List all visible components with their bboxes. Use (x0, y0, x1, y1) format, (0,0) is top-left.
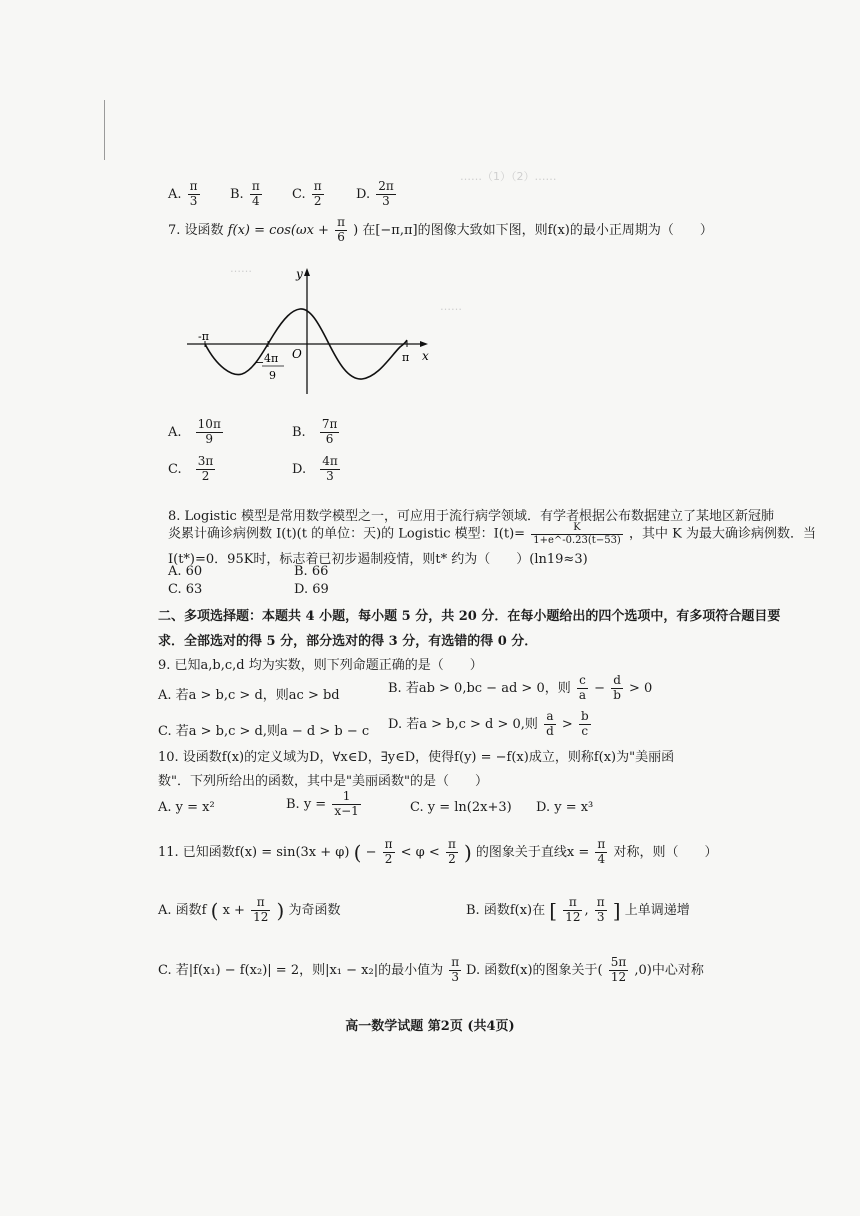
q11-option-c: C. 若|f(x₁) − f(x₂)| = 2，则|x₁ − x₂|的最小值为 $\frac{\pi}{3}$ (158, 955, 460, 984)
q7-option-a: A. $\frac{10\pi}{9}$ (168, 417, 221, 446)
q9-option-c: C. 若a > b,c > d,则a − d > b − c (158, 724, 370, 739)
q8-line-2: 炎累计确诊病例数 I(t)(t 的单位：天)的 Logistic 模型：I(t)= $\frac{K}{1+e\^{}-0.23(t-53)}$ ，其中 K 为最大确诊病例数．当 (168, 522, 816, 546)
tick-label-pi: π (402, 351, 410, 364)
q6-option-c: C. $\frac{\pi}{2}$ (292, 179, 322, 208)
q6-option-b: B. $\frac{\pi}{4}$ (230, 179, 260, 208)
x-axis-arrow (420, 341, 428, 347)
tick-mark-num: 4π (264, 352, 279, 365)
section-2-heading-line-1: 二、多项选择题：本题共 4 小题，每小题 5 分，共 20 分．在每小题给出的四个选项中，有多项符合题目要 (158, 609, 781, 624)
q9-stem: 9. 已知a,b,c,d 均为实数，则下列命题正确的是（ ） (158, 658, 483, 673)
q11-option-a: A. 函数f ( x + $\frac{\pi}{12}$ ) 为奇函数 (158, 895, 341, 924)
tick-mark-sign: − (255, 356, 265, 369)
q8-line-3: I(t*)=0．95K时，标志着已初步遏制疫情，则t* 约为（ ）(ln19≈3) (168, 552, 588, 567)
q7-option-b: B. $\frac{7\pi}{6}$ (292, 417, 338, 446)
q8-option-c: C. 63 (168, 582, 203, 597)
q10-option-c: C. y = ln(2x+3) (410, 800, 512, 815)
q10-line-2: 数"．下列所给出的函数，其中是"美丽函数"的是（ ） (158, 774, 488, 789)
q10-option-a: A. y = x² (158, 800, 215, 815)
tick-label-neg-pi: -π (198, 330, 209, 343)
q10-option-b: B. y = $\frac{1}{x-1}$ (286, 789, 359, 818)
q10-line-1: 10. 设函数f(x)的定义域为D，∀x∈D，∃y∈D，使得f(y) = −f(x)成立，则称f(x)为"美丽函 (158, 750, 675, 765)
q10-option-d: D. y = x³ (536, 800, 594, 815)
q9-option-a: A. 若a > b,c > d，则ac > bd (158, 688, 340, 703)
q8-option-d: D. 69 (294, 582, 329, 597)
bleed-through-text: …… (230, 262, 252, 275)
bleed-through-text: …… (440, 300, 462, 313)
q8-option-b: B. 66 (294, 564, 329, 579)
q11-stem: 11. 已知函数f(x) = sin(3x + φ) ( − $\frac{\pi}{2}$ < φ < $\frac{\pi}{2}$ ) 的图象关于直线x = $\frac{\pi}{4}$ 对称，则（ ） (158, 837, 718, 866)
q8-option-a: A. 60 (168, 564, 203, 579)
y-axis-arrow (304, 268, 310, 276)
q11-option-b: B. 函数f(x)在 [ $\frac{\pi}{12}$ , $\frac{\pi}{3}$ ] 上单调递增 (466, 895, 690, 924)
q11-option-d: D. 函数f(x)的图象关于( $\frac{5\pi}{12}$ ,0)中心对称 (466, 955, 704, 984)
q9-option-b: B. 若ab > 0,bc − ad > 0，则 $\frac{c}{a}$ − $\frac{d}{b}$ > 0 (388, 673, 653, 702)
q6-option-d: D. $\frac{2\pi}{3}$ (356, 179, 394, 208)
q7-option-d: D. $\frac{4\pi}{3}$ (292, 454, 338, 483)
x-axis-label: x (422, 349, 429, 363)
scan-margin-line (104, 100, 105, 160)
q7-option-c: C. $\frac{3\pi}{2}$ (168, 454, 214, 483)
q9-option-d: D. 若a > b,c > d > 0,则 $\frac{a}{d}$ > $\frac{b}{c}$ (388, 709, 589, 738)
bleed-through-text: ……（1）（2）…… (460, 170, 557, 183)
page-footer: 高一数学试题 第2页 (共4页) (345, 1019, 515, 1034)
origin-label: O (292, 347, 302, 361)
q8-line-1: 8. Logistic 模型是常用数学模型之一，可应用于流行病学领域．有学者根据公布数据建立了某地区新冠肺 (168, 509, 774, 524)
q6-option-a: A. $\frac{\pi}{3}$ (168, 179, 198, 208)
q7-stem: 7. 设函数 f(x) = cos(ωx + $\frac{\pi}{6}$ ) 在[−π,π]的图像大致如下图，则f(x)的最小正周期为（ ） (168, 215, 713, 244)
tick-mark-den: 9 (269, 369, 276, 382)
y-axis-label: y (296, 267, 303, 281)
cosine-graph (182, 262, 432, 402)
section-2-heading-line-2: 求．全部选对的得 5 分，部分选对的得 3 分，有选错的得 0 分． (158, 634, 538, 649)
